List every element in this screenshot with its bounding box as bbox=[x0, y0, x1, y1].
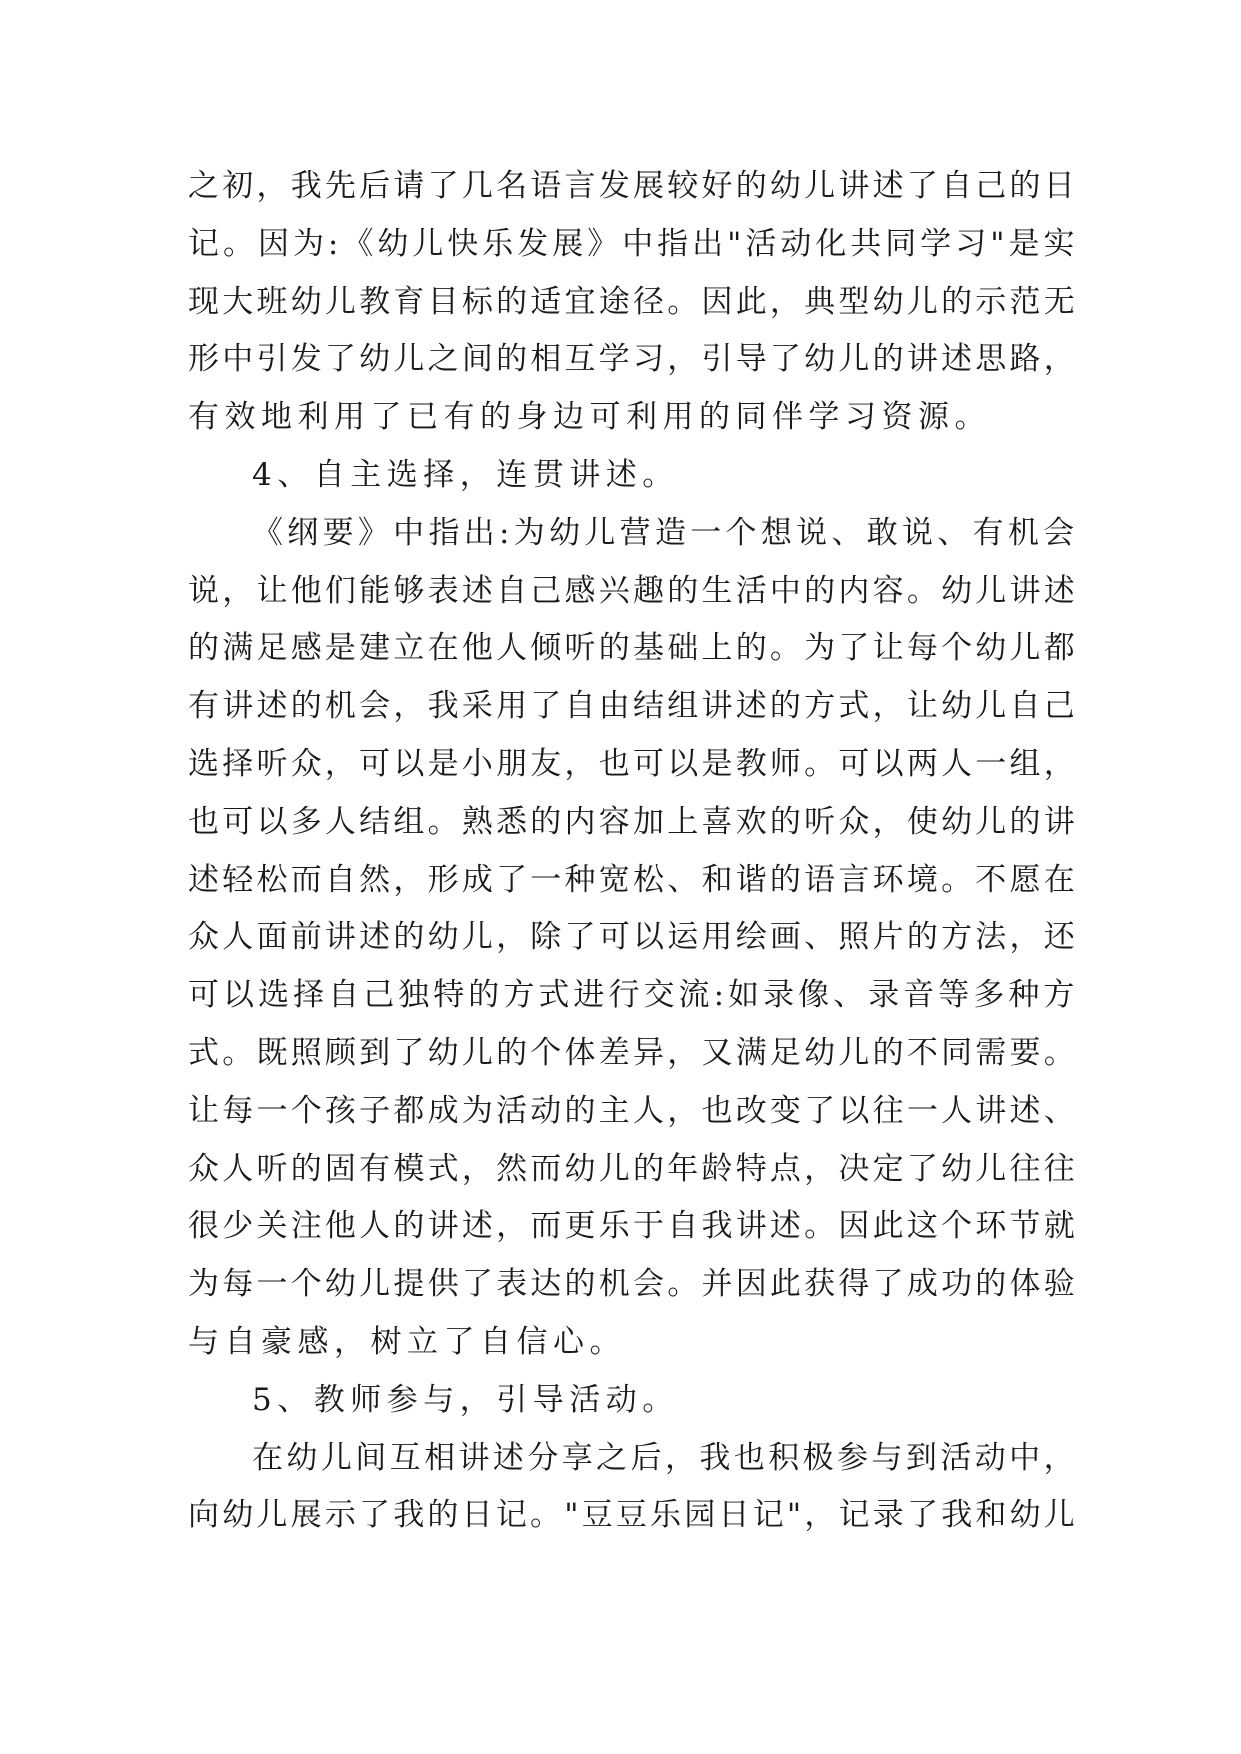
text-line: 记。因为:《幼儿快乐发展》中指出"活动化共同学习"是实 bbox=[188, 225, 1079, 262]
text-line: 在幼儿间互相讲述分享之后，我也积极参与到活动中， bbox=[252, 1439, 1078, 1476]
text-line: 有效地利用了已有的身边可利用的同伴学习资源。 bbox=[188, 399, 991, 436]
text-line: 说，让他们能够表述自己感兴趣的生活中的内容。幼儿讲述 bbox=[188, 572, 1078, 609]
text-line: 很少关注他人的讲述，而更乐于自我讲述。因此这个环节就 bbox=[188, 1208, 1078, 1245]
text-line: 众人听的固有模式，然而幼儿的年龄特点，决定了幼儿往往 bbox=[188, 1150, 1078, 1187]
text-line: 之初，我先后请了几名语言发展较好的幼儿讲述了自己的日 bbox=[188, 168, 1078, 204]
text-line: 为每一个幼儿提供了表达的机会。并因此获得了成功的体验 bbox=[188, 1266, 1078, 1303]
text-line: 有讲述的机会，我采用了自由结组讲述的方式，让幼儿自己 bbox=[188, 688, 1078, 725]
text-line: 形中引发了幼儿之间的相互学习，引导了幼儿的讲述思路， bbox=[188, 341, 1078, 378]
text-line: 式。既照顾到了幼儿的个体差异，又满足幼儿的不同需要。 bbox=[188, 1034, 1078, 1071]
text-line: 的满足感是建立在他人倾听的基础上的。为了让每个幼儿都 bbox=[188, 630, 1078, 667]
text-line: 让每一个孩子都成为活动的主人，也改变了以往一人讲述、 bbox=[188, 1092, 1078, 1129]
document-body bbox=[188, 158, 1078, 1545]
text-line: 5、教师参与，引导活动。 bbox=[252, 1381, 679, 1418]
text-line: 《纲要》中指出:为幼儿营造一个想说、敢说、有机会 bbox=[252, 514, 1079, 551]
text-line: 向幼儿展示了我的日记。"豆豆乐园日记"，记录了我和幼儿 bbox=[188, 1497, 1079, 1534]
text-line: 也可以多人结组。熟悉的内容加上喜欢的听众，使幼儿的讲 bbox=[188, 803, 1078, 840]
text-line: 与自豪感，树立了自信心。 bbox=[188, 1323, 626, 1360]
text-line: 众人面前讲述的幼儿，除了可以运用绘画、照片的方法，还 bbox=[188, 919, 1078, 956]
text-line: 现大班幼儿教育目标的适宜途径。因此，典型幼儿的示范无 bbox=[188, 283, 1078, 320]
text-line: 可以选择自己独特的方式进行交流:如录像、录音等多种方 bbox=[188, 977, 1079, 1014]
text-line: 选择听众，可以是小朋友，也可以是教师。可以两人一组， bbox=[188, 745, 1078, 782]
text-line: 述轻松而自然，形成了一种宽松、和谐的语言环境。不愿在 bbox=[188, 861, 1078, 898]
text-line: 4、自主选择，连贯讲述。 bbox=[252, 456, 679, 493]
